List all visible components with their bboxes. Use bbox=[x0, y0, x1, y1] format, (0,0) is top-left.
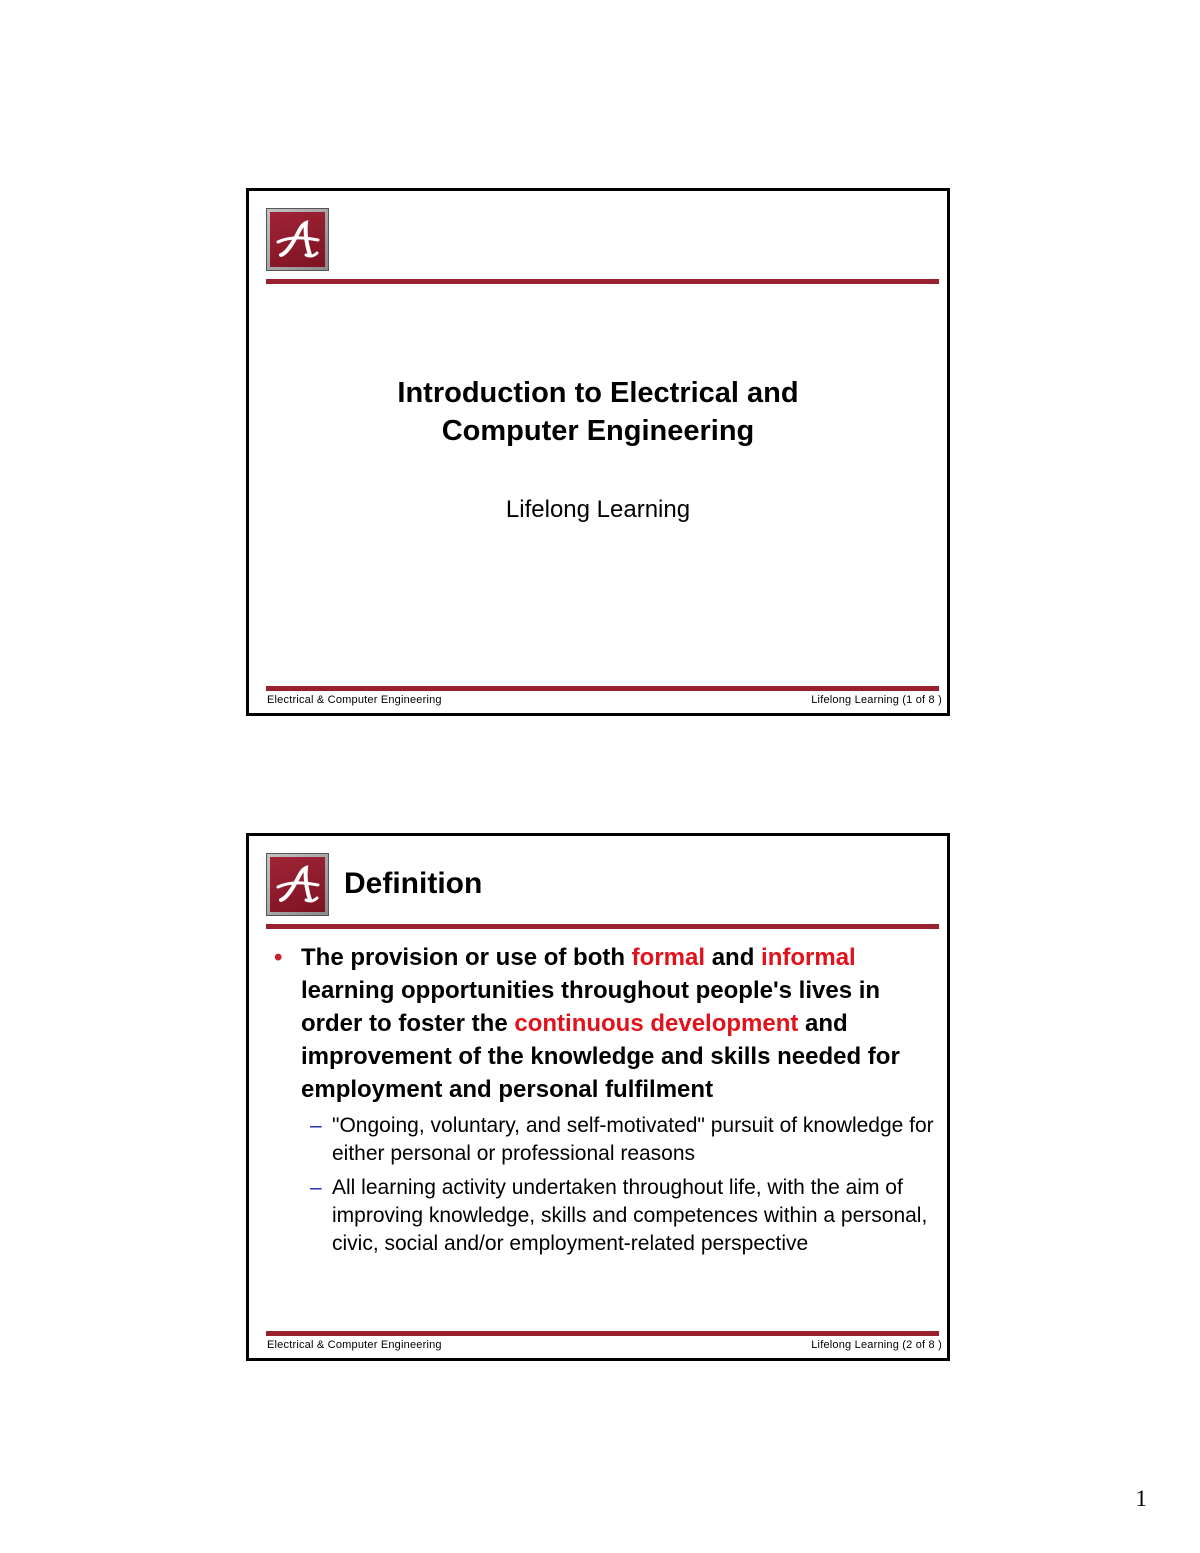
highlight-continuous-development: continuous development bbox=[514, 1010, 799, 1037]
sub-bullet bbox=[271, 1112, 937, 1168]
bullet-text: and bbox=[705, 944, 762, 971]
dash-icon: – bbox=[310, 1176, 322, 1199]
slide-2 bbox=[246, 833, 950, 1361]
slide-content bbox=[271, 941, 937, 1258]
footer-slide-number: Lifelong Learning (2 of 8 ) bbox=[811, 1339, 942, 1351]
title-line-2: Computer Engineering bbox=[441, 415, 755, 447]
bullet-icon: • bbox=[274, 944, 283, 971]
header-divider bbox=[266, 279, 939, 284]
university-logo bbox=[266, 208, 329, 271]
dash-icon: – bbox=[310, 1114, 322, 1137]
title-line-1: Introduction to Electrical and bbox=[397, 377, 799, 409]
bullet-text: and improvement of the knowledge and skills needed for employment and personal fulfilment bbox=[301, 1010, 900, 1103]
bullet-text: learning opportunities throughout people's lives in order to foster the bbox=[301, 977, 881, 1037]
header-divider bbox=[266, 924, 939, 929]
university-logo bbox=[266, 853, 329, 916]
footer-divider bbox=[266, 1331, 939, 1336]
highlight-formal: formal bbox=[631, 944, 706, 971]
footer-department: Electrical & Computer Engineering bbox=[267, 694, 442, 706]
footer-divider bbox=[266, 686, 939, 691]
slide-title: Definition bbox=[344, 867, 483, 900]
slide-title bbox=[249, 374, 947, 450]
script-a-logo-icon bbox=[273, 860, 323, 910]
sub-bullet-text: "Ongoing, voluntary, and self-motivated" pursuit of knowledge for either personal or professional reasons bbox=[332, 1114, 934, 1165]
sub-bullet-text: All learning activity undertaken throughout life, with the aim of improving knowledge, skills and competences within a personal, civic, social and/or employment-related perspective bbox=[332, 1176, 928, 1255]
page-number: 1 bbox=[1135, 1486, 1147, 1511]
bullet-text: The provision or use of both bbox=[301, 944, 632, 971]
main-bullet bbox=[271, 941, 937, 1106]
slide-1 bbox=[246, 188, 950, 716]
footer-slide-number: Lifelong Learning (1 of 8 ) bbox=[811, 694, 942, 706]
highlight-informal: informal bbox=[761, 944, 856, 971]
script-a-logo-icon bbox=[273, 215, 323, 265]
footer-department: Electrical & Computer Engineering bbox=[267, 1339, 442, 1351]
sub-bullet bbox=[271, 1174, 937, 1258]
slide-subtitle: Lifelong Learning bbox=[505, 496, 691, 523]
